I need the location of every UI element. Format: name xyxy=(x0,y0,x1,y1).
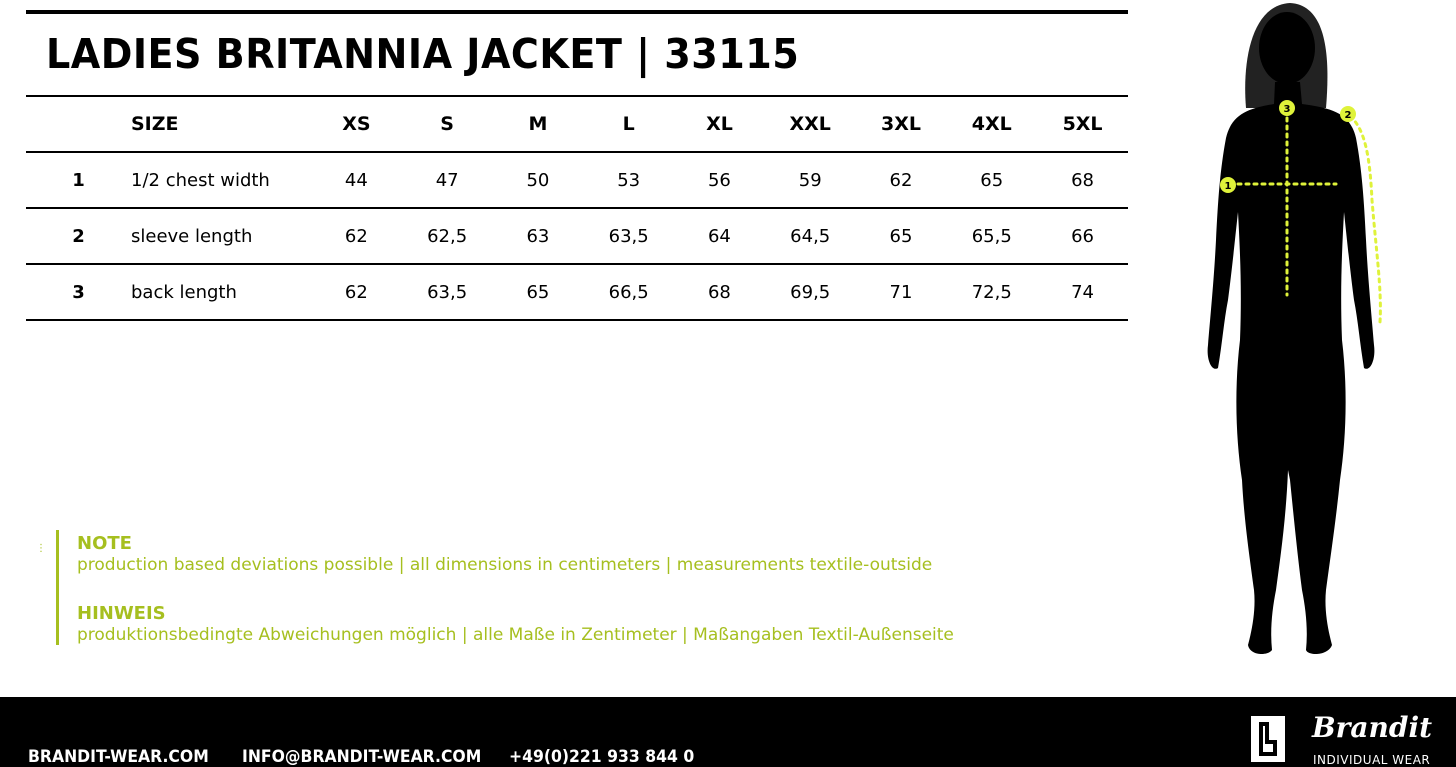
table-cell: 56 xyxy=(707,169,731,191)
table-cell: 66,5 xyxy=(608,281,649,303)
header-num-cell xyxy=(26,97,131,152)
hinweis-block xyxy=(77,604,954,646)
marker-3-label: 3 xyxy=(1283,104,1291,115)
size-table xyxy=(26,97,1128,321)
table-row xyxy=(26,208,1128,264)
size-header: XXL xyxy=(789,113,831,135)
row-number: 2 xyxy=(72,225,85,247)
note-heading: NOTE xyxy=(77,533,132,554)
size-header: XL xyxy=(706,113,733,135)
brand-logo-icon xyxy=(1249,714,1287,764)
table-cell: 65,5 xyxy=(971,225,1012,247)
size-header: 4XL xyxy=(971,113,1012,135)
table-cell: 64 xyxy=(707,225,731,247)
footer-phone: +49(0)221 933 844 0 xyxy=(509,747,695,767)
table-cell: 59 xyxy=(798,169,822,191)
row-number: 1 xyxy=(72,169,85,191)
table-cell: 62 xyxy=(344,225,368,247)
table-cell: 63,5 xyxy=(427,281,468,303)
row-label: 1/2 chest width xyxy=(131,169,270,191)
row-label: back length xyxy=(131,281,237,303)
size-header: 3XL xyxy=(880,113,921,135)
table-cell: 65 xyxy=(889,225,913,247)
table-cell: 53 xyxy=(617,169,641,191)
table-header-row xyxy=(26,97,1128,152)
note-text: production based deviations possible | all dimensions in centimeters | measurements textile-outside xyxy=(77,555,933,575)
table-cell: 71 xyxy=(889,281,913,303)
brand-tagline: INDIVIDUAL WEAR xyxy=(1313,753,1431,767)
marker-1-label: 1 xyxy=(1224,181,1232,192)
measurement-figure xyxy=(1190,0,1390,660)
footer xyxy=(0,697,1456,767)
size-header: L xyxy=(622,113,635,135)
header-size-label: SIZE xyxy=(131,113,179,135)
size-header: XS xyxy=(342,113,371,135)
table-cell: 62 xyxy=(889,169,913,191)
table-cell: 44 xyxy=(344,169,368,191)
figure-body xyxy=(1208,82,1375,654)
size-header: 5XL xyxy=(1062,113,1103,135)
row-number: 3 xyxy=(72,281,85,303)
note-dots: ⋮ xyxy=(36,543,46,554)
table-cell: 68 xyxy=(707,281,731,303)
table-row xyxy=(26,264,1128,320)
table-cell: 65 xyxy=(526,281,550,303)
top-rule xyxy=(26,10,1128,14)
table-cell: 65 xyxy=(980,169,1004,191)
table-cell: 72,5 xyxy=(971,281,1012,303)
figure-head xyxy=(1259,12,1315,84)
marker-2-label: 2 xyxy=(1344,110,1352,121)
footer-email-link[interactable]: INFO@BRANDIT-WEAR.COM xyxy=(242,747,482,767)
hinweis-heading: HINWEIS xyxy=(77,603,166,624)
table-cell: 47 xyxy=(435,169,459,191)
brand-wordmark: Brandit xyxy=(1312,711,1433,744)
size-header: M xyxy=(528,113,548,135)
table-cell: 62 xyxy=(344,281,368,303)
row-label: sleeve length xyxy=(131,225,253,247)
size-header: S xyxy=(440,113,454,135)
table-cell: 74 xyxy=(1071,281,1095,303)
table-row xyxy=(26,152,1128,208)
hinweis-text: produktionsbedingte Abweichungen möglich | alle Maße in Zentimeter | Maßangaben Textil-Außenseite xyxy=(77,625,954,645)
table-cell: 50 xyxy=(526,169,550,191)
table-cell: 68 xyxy=(1071,169,1095,191)
table-cell: 63,5 xyxy=(608,225,649,247)
note-block xyxy=(77,534,932,576)
table-cell: 63 xyxy=(526,225,550,247)
note-accent-bar xyxy=(56,530,59,645)
table-cell: 69,5 xyxy=(790,281,831,303)
footer-website-link[interactable]: BRANDIT-WEAR.COM xyxy=(28,747,209,767)
table-cell: 66 xyxy=(1071,225,1095,247)
table-cell: 64,5 xyxy=(790,225,831,247)
page-title: LADIES BRITANNIA JACKET | 33115 xyxy=(46,30,800,78)
table-cell: 62,5 xyxy=(427,225,468,247)
